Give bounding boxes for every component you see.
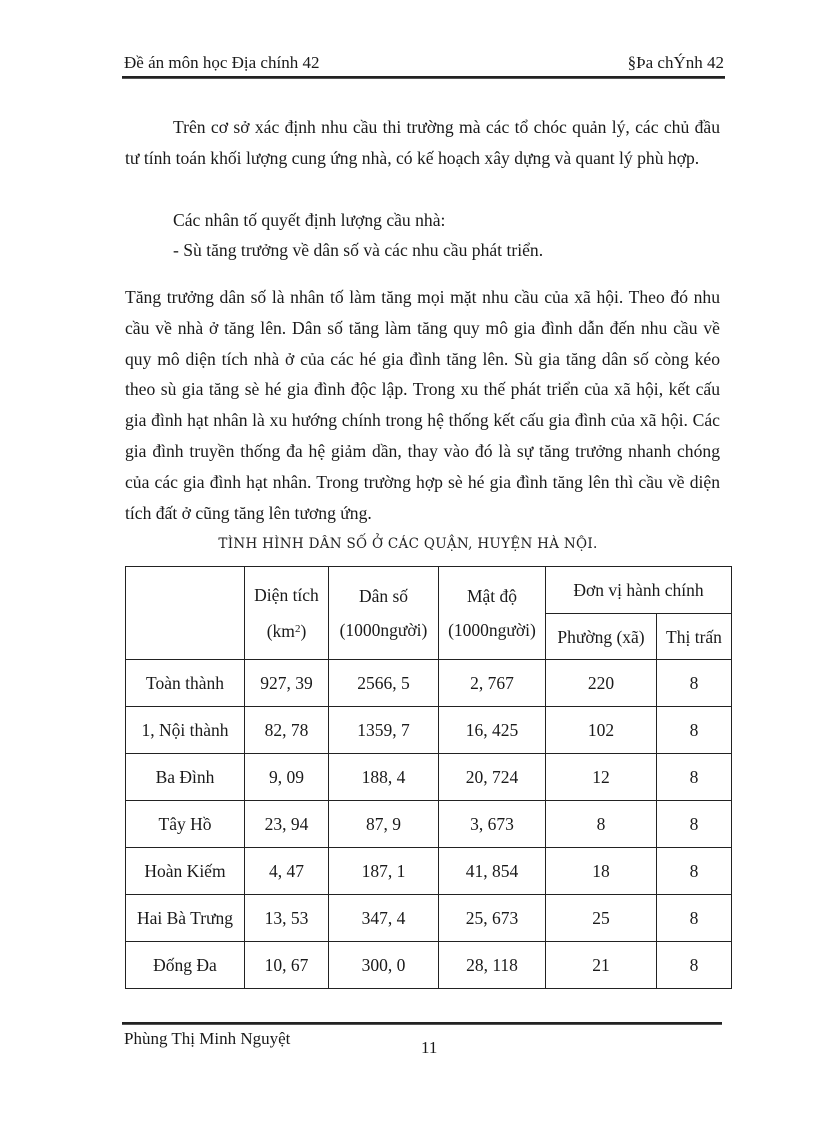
cell-area: 927, 39 xyxy=(245,660,329,707)
cell-district: Toàn thành xyxy=(126,660,245,707)
cell-population: 1359, 7 xyxy=(329,707,439,754)
footer-divider xyxy=(122,1022,722,1025)
table-row xyxy=(126,754,732,801)
cell-area: 13, 53 xyxy=(245,895,329,942)
cell-wards: 8 xyxy=(546,801,657,848)
table-row xyxy=(126,801,732,848)
cell-wards: 12 xyxy=(546,754,657,801)
cell-district: 1, Nội thành xyxy=(126,707,245,754)
header-density xyxy=(439,567,546,660)
header-towns: Thị trấn xyxy=(657,614,732,660)
header-wards: Phường (xã) xyxy=(546,614,657,660)
cell-population: 347, 4 xyxy=(329,895,439,942)
table-row xyxy=(126,942,732,989)
cell-population: 2566, 5 xyxy=(329,660,439,707)
header-right-title: §Þa chÝnh 42 xyxy=(627,53,724,72)
table-header-row xyxy=(126,567,732,614)
bullet-population-growth: - Sù tăng trưởng về dân số và các nhu cầu phát triển. xyxy=(173,240,544,260)
header-admin-units: Đơn vị hành chính xyxy=(546,567,732,614)
header-density-unit: (1000người) xyxy=(448,620,536,640)
footer-author: Phùng Thị Minh Nguyệt xyxy=(124,1029,291,1048)
cell-district: Ba Đình xyxy=(126,754,245,801)
cell-towns: 8 xyxy=(657,848,732,895)
cell-wards: 21 xyxy=(546,942,657,989)
header-empty-cell xyxy=(126,567,245,660)
cell-towns: 8 xyxy=(657,801,732,848)
table-title: TÌNH HÌNH DÂN SỐ Ở CÁC QUẬN, HUYỆN HÀ NỘI. xyxy=(218,536,598,552)
cell-towns: 8 xyxy=(657,754,732,801)
cell-density: 28, 118 xyxy=(439,942,546,989)
table-row xyxy=(126,895,732,942)
cell-towns: 8 xyxy=(657,942,732,989)
header-area-unit xyxy=(245,612,328,648)
cell-population: 188, 4 xyxy=(329,754,439,801)
cell-wards: 25 xyxy=(546,895,657,942)
cell-population: 187, 1 xyxy=(329,848,439,895)
header-left-title: Đề án môn học Địa chính 42 xyxy=(124,53,320,72)
cell-density: 25, 673 xyxy=(439,895,546,942)
header-area-label: Diện tích xyxy=(254,585,319,605)
cell-district: Hai Bà Trưng xyxy=(126,895,245,942)
header-population-unit: (1000người) xyxy=(339,620,428,640)
page-number: 11 xyxy=(421,1038,438,1057)
table-row xyxy=(126,660,732,707)
cell-area: 10, 67 xyxy=(245,942,329,989)
paragraph-demand-factors: Các nhân tố quyết định lượng cầu nhà: xyxy=(173,210,446,230)
cell-density: 41, 854 xyxy=(439,848,546,895)
cell-density: 16, 425 xyxy=(439,707,546,754)
page-header xyxy=(124,52,724,78)
cell-area: 82, 78 xyxy=(245,707,329,754)
cell-area: 4, 47 xyxy=(245,848,329,895)
header-population xyxy=(329,567,439,660)
cell-wards: 220 xyxy=(546,660,657,707)
cell-district: Tây Hồ xyxy=(126,801,245,848)
population-table xyxy=(125,566,732,989)
header-area xyxy=(245,567,329,660)
paragraph-supply-planning: Trên cơ sở xác định nhu cầu thi trường mà các tổ chóc quản lý, các chủ đầu tư tính toán khối lượng cung ứng nhà, có kế hoạch xây dựng và quant lý phù hợp. xyxy=(125,117,720,168)
cell-district: Đống Đa xyxy=(126,942,245,989)
cell-towns: 8 xyxy=(657,895,732,942)
header-population-label: Dân số xyxy=(358,586,409,606)
cell-population: 87, 9 xyxy=(329,801,439,848)
table-row xyxy=(126,848,732,895)
area-unit-sup: 2 xyxy=(294,623,301,635)
area-unit-text: (km xyxy=(266,621,295,641)
cell-density: 3, 673 xyxy=(439,801,546,848)
cell-density: 2, 767 xyxy=(439,660,546,707)
paragraph-population-growth: Tăng trưởng dân số là nhân tố làm tăng mọi mặt nhu cầu của xã hội. Theo đó nhu cầu về nhà ở tăng lên. Dân số tăng làm tăng quy mô gia đình dẫn đến nhu cầu về quy mô diện tích nhà ở của các hé gia đình tăng lên. Sù gia tăng dân số còng kéo theo sù gia tăng sè hé gia đình độc lập. Trong xu thế phát triển của xã hội, kết cấu gia đình hạt nhân là xu hướng chính trong hệ thống kết cấu gia đình của xã hội. Các gia đình truyền thống đa hệ giảm dần, thay vào đó là sự tăng trưởng nhanh chóng của các gia đình hạt nhân. Trong trường hợp sè hé gia đình tăng lên thì cầu về diện tích đất ở cũng tăng lên tương ứng. xyxy=(125,287,720,523)
header-divider xyxy=(122,76,725,79)
area-unit-close: ) xyxy=(300,621,307,641)
cell-area: 9, 09 xyxy=(245,754,329,801)
cell-wards: 18 xyxy=(546,848,657,895)
cell-density: 20, 724 xyxy=(439,754,546,801)
cell-towns: 8 xyxy=(657,660,732,707)
header-density-label: Mật độ xyxy=(466,586,518,606)
cell-area: 23, 94 xyxy=(245,801,329,848)
cell-towns: 8 xyxy=(657,707,732,754)
cell-population: 300, 0 xyxy=(329,942,439,989)
table-row xyxy=(126,707,732,754)
cell-district: Hoàn Kiếm xyxy=(126,848,245,895)
cell-wards: 102 xyxy=(546,707,657,754)
